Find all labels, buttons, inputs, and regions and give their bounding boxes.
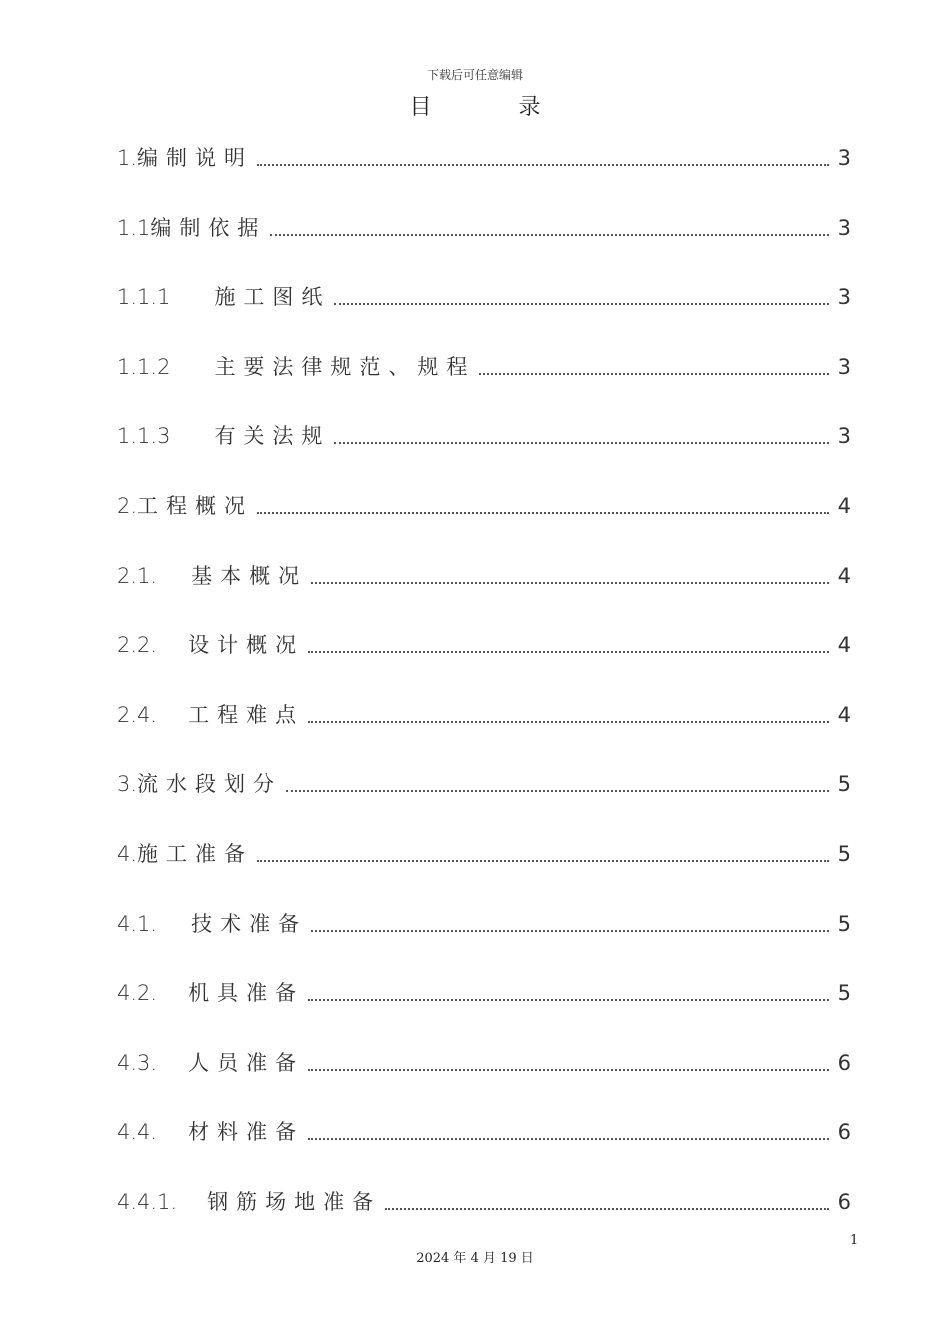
toc-entry[interactable]	[117, 764, 851, 834]
toc-entry-number: 2.	[117, 493, 138, 518]
toc-entry-label: 有关法规	[214, 424, 331, 449]
toc-dot-leader	[308, 1043, 829, 1071]
toc-dot-leader	[311, 556, 829, 584]
toc-dot-leader	[311, 904, 829, 932]
toc-entry[interactable]	[117, 277, 851, 347]
toc-entry-page: 4	[837, 493, 851, 518]
toc-entry-label: 人员准备	[188, 1050, 305, 1075]
toc-entry-label: 施工准备	[137, 841, 254, 866]
toc-entry[interactable]	[117, 208, 851, 278]
toc-entry-label: 编制说明	[137, 146, 254, 170]
toc-dot-leader	[308, 973, 829, 1001]
toc-entry-page: 5	[837, 841, 851, 866]
toc-entry[interactable]	[117, 904, 851, 974]
toc-entry[interactable]	[117, 1112, 851, 1182]
toc-entry-page: 5	[837, 981, 851, 1006]
page-number: 1	[850, 1233, 859, 1248]
toc-entry-label: 工程难点	[188, 702, 305, 727]
toc-entry-number: 4.4.1.	[117, 1189, 178, 1214]
toc-entry-page: 3	[837, 146, 851, 170]
footer-date: 2024 年 4 月 19 日	[416, 1251, 534, 1266]
header-note: 下载后可任意编辑	[426, 68, 523, 82]
toc-entry-page: 5	[837, 772, 851, 797]
toc-dot-leader	[257, 834, 829, 862]
toc-entry[interactable]	[117, 556, 851, 626]
toc-entry-page: 3	[837, 424, 851, 449]
toc-entry[interactable]	[117, 625, 851, 695]
toc-entry-label: 工程概况	[137, 493, 254, 518]
toc-entry-number: 4.2.	[117, 981, 158, 1006]
toc-entry-label: 机具准备	[188, 981, 305, 1006]
toc-entry-number: 4.4.	[117, 1120, 158, 1145]
table-of-contents	[117, 138, 851, 1252]
toc-title: 目 录	[409, 95, 581, 120]
toc-dot-leader	[308, 695, 829, 723]
toc-entry-label: 技术准备	[191, 911, 308, 936]
toc-entry-page: 4	[837, 702, 851, 727]
toc-entry-number: 4.3.	[117, 1050, 158, 1075]
toc-entry-page: 4	[837, 633, 851, 658]
toc-entry-label: 施工图纸	[214, 285, 331, 310]
toc-entry-label: 主要法律规范、规程	[214, 354, 476, 379]
toc-entry-number: 1.1.2	[117, 354, 171, 379]
toc-entry[interactable]	[117, 486, 851, 556]
toc-entry-page: 6	[837, 1189, 851, 1214]
toc-entry-label: 材料准备	[188, 1120, 305, 1145]
toc-dot-leader	[334, 416, 829, 444]
toc-entry-page: 3	[837, 285, 851, 310]
toc-entry-number: 2.4.	[117, 702, 158, 727]
toc-dot-leader	[308, 1112, 829, 1140]
toc-entry[interactable]	[117, 973, 851, 1043]
toc-entry-page: 3	[837, 354, 851, 379]
toc-entry-page: 5	[837, 911, 851, 936]
toc-entry-number: 3.	[117, 772, 138, 797]
toc-entry-number: 1.1.3	[117, 424, 171, 449]
toc-dot-leader	[257, 138, 829, 166]
toc-entry[interactable]	[117, 695, 851, 765]
toc-entry-label: 基本概况	[191, 563, 308, 588]
toc-entry[interactable]	[117, 1043, 851, 1113]
toc-dot-leader	[334, 277, 829, 305]
toc-entry-number: 2.2.	[117, 633, 158, 658]
toc-entry-label: 设计概况	[188, 633, 305, 658]
toc-entry-page: 3	[837, 215, 851, 240]
toc-entry-page: 6	[837, 1050, 851, 1075]
toc-entry-page: 6	[837, 1120, 851, 1145]
toc-entry-label: 钢筋场地准备	[207, 1189, 382, 1214]
toc-dot-leader	[257, 486, 829, 514]
toc-entry-label: 编制依据	[150, 215, 267, 240]
toc-entry-page: 4	[837, 563, 851, 588]
toc-entry[interactable]	[117, 347, 851, 417]
toc-entry[interactable]	[117, 416, 851, 486]
toc-entry[interactable]	[117, 1182, 851, 1252]
toc-entry-number: 4.	[117, 841, 138, 866]
toc-entry-label: 流水段划分	[137, 772, 283, 797]
toc-dot-leader	[479, 347, 829, 375]
toc-entry-number: 4.1.	[117, 911, 158, 936]
toc-entry-number: 1.1	[117, 215, 151, 240]
toc-dot-leader	[286, 764, 829, 792]
toc-entry[interactable]	[117, 834, 851, 904]
toc-entry-number: 2.1.	[117, 563, 158, 588]
toc-dot-leader	[308, 625, 829, 653]
toc-entry-number: 1.1.1	[117, 285, 171, 310]
toc-dot-leader	[270, 208, 829, 236]
toc-entry[interactable]	[117, 138, 851, 208]
toc-entry-number: 1.	[117, 146, 138, 170]
toc-dot-leader	[385, 1182, 829, 1210]
